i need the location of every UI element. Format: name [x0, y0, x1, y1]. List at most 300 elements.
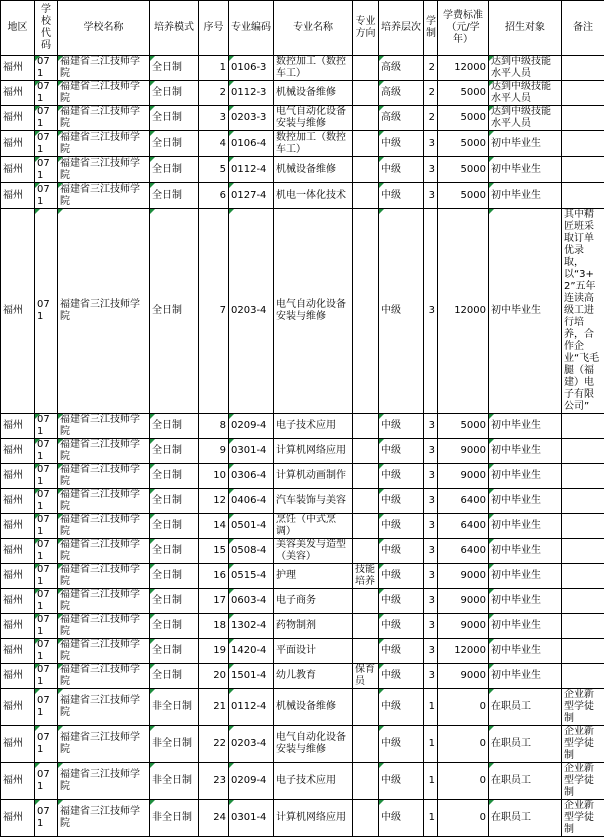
cell-school-code — [35, 539, 58, 564]
level-text: 中级 — [381, 570, 421, 582]
cell-train-mode — [150, 157, 199, 183]
cell-major-name — [274, 131, 353, 157]
major-name-text: 计算机网络应用 — [276, 812, 350, 824]
fee-text: 0 — [440, 775, 486, 787]
cell-region — [1, 439, 35, 464]
years-text: 3 — [426, 445, 435, 457]
cell-years — [424, 157, 438, 183]
cell-target — [489, 414, 562, 439]
table-row — [1, 539, 604, 564]
table-row — [1, 157, 604, 183]
train-mode-text: 非全日制 — [152, 812, 196, 824]
cell-fee — [438, 106, 489, 131]
region-text: 福州 — [3, 445, 32, 457]
train-mode-text: 全日制 — [152, 305, 196, 317]
cell-seq — [199, 689, 229, 726]
major-name-text: 烹饪（中式烹调） — [276, 514, 350, 538]
school-name-text: 福建省三江技师学院 — [60, 695, 147, 719]
cell-major-code — [229, 414, 274, 439]
fee-text: 5000 — [440, 190, 486, 202]
cell-seq — [199, 489, 229, 514]
cell-target — [489, 689, 562, 726]
cell-years — [424, 689, 438, 726]
cell-school-code — [35, 56, 58, 81]
train-mode-text: 全日制 — [152, 545, 196, 557]
cell-major-code — [229, 131, 274, 157]
train-mode-text: 全日制 — [152, 445, 196, 457]
cell-school-code — [35, 564, 58, 589]
cell-seq — [199, 763, 229, 800]
cell-major-code — [229, 439, 274, 464]
school-name-text: 福建省三江技师学院 — [60, 414, 147, 438]
seq-text: 23 — [201, 775, 226, 787]
fee-text: 0 — [440, 812, 486, 824]
train-mode-text: 全日制 — [152, 87, 196, 99]
major-code-text: 0306-4 — [231, 470, 271, 482]
school-name-text: 福建省三江技师学院 — [60, 56, 147, 80]
cell-target — [489, 183, 562, 209]
cell-remark — [562, 614, 604, 639]
level-text: 高级 — [381, 87, 421, 99]
cell-major-code — [229, 589, 274, 614]
cell-school-code — [35, 464, 58, 489]
region-text: 福州 — [3, 112, 32, 124]
cell-years — [424, 464, 438, 489]
cell-remark — [562, 514, 604, 539]
cell-remark — [562, 56, 604, 81]
header-major-name: 专业名称 — [274, 1, 353, 56]
school-code-text: 071 — [37, 184, 55, 208]
cell-fee — [438, 800, 489, 837]
seq-text: 3 — [201, 112, 226, 124]
cell-fee — [438, 639, 489, 664]
major-name-text: 药物制剂 — [276, 620, 350, 632]
level-text: 中级 — [381, 775, 421, 787]
cell-major-code — [229, 763, 274, 800]
seq-text: 8 — [201, 420, 226, 432]
cell-level — [379, 614, 424, 639]
cell-direction — [353, 414, 379, 439]
cell-region — [1, 414, 35, 439]
cell-school-name — [58, 726, 150, 763]
cell-school-code — [35, 689, 58, 726]
region-text: 福州 — [3, 520, 32, 532]
cell-years — [424, 614, 438, 639]
cell-school-code — [35, 209, 58, 414]
cell-school-code — [35, 589, 58, 614]
cell-school-code — [35, 614, 58, 639]
cell-target — [489, 131, 562, 157]
remark-text: 企业新型学徒制 — [564, 800, 602, 836]
header-region: 地区 — [1, 1, 35, 56]
cell-fee — [438, 614, 489, 639]
years-text: 3 — [426, 670, 435, 682]
school-code-text: 071 — [37, 769, 55, 793]
years-text: 3 — [426, 190, 435, 202]
years-text: 2 — [426, 87, 435, 99]
seq-text: 1 — [201, 62, 226, 74]
major-code-text: 1501-4 — [231, 670, 271, 682]
target-text: 初中毕业生 — [491, 520, 559, 532]
cell-fee — [438, 183, 489, 209]
region-text: 福州 — [3, 420, 32, 432]
major-code-text: 0203-4 — [231, 738, 271, 750]
cell-major-code — [229, 56, 274, 81]
school-code-text: 071 — [37, 56, 55, 80]
major-code-text: 0127-4 — [231, 190, 271, 202]
table-row — [1, 614, 604, 639]
cell-fee — [438, 689, 489, 726]
cell-remark — [562, 489, 604, 514]
cell-train-mode — [150, 209, 199, 414]
seq-text: 5 — [201, 164, 226, 176]
cell-school-code — [35, 439, 58, 464]
cell-school-name — [58, 664, 150, 689]
cell-region — [1, 614, 35, 639]
cell-school-code — [35, 183, 58, 209]
cell-target — [489, 589, 562, 614]
years-text: 3 — [426, 305, 435, 317]
cell-remark — [562, 414, 604, 439]
school-code-text: 071 — [37, 614, 55, 638]
cell-direction — [353, 157, 379, 183]
school-name-text: 福建省三江技师学院 — [60, 132, 147, 156]
cell-major-name — [274, 564, 353, 589]
school-name-text: 福建省三江技师学院 — [60, 589, 147, 613]
cell-remark — [562, 131, 604, 157]
fee-text: 9000 — [440, 570, 486, 582]
major-code-text: 1302-4 — [231, 620, 271, 632]
cell-years — [424, 489, 438, 514]
train-mode-text: 全日制 — [152, 138, 196, 150]
cell-major-name — [274, 539, 353, 564]
cell-school-name — [58, 183, 150, 209]
cell-target — [489, 564, 562, 589]
cell-years — [424, 589, 438, 614]
seq-text: 6 — [201, 190, 226, 202]
cell-region — [1, 564, 35, 589]
major-code-text: 0106-3 — [231, 62, 271, 74]
cell-level — [379, 639, 424, 664]
cell-level — [379, 414, 424, 439]
train-mode-text: 全日制 — [152, 470, 196, 482]
cell-fee — [438, 564, 489, 589]
major-name-text: 美容美发与造型（美容） — [276, 539, 350, 563]
cell-major-code — [229, 157, 274, 183]
cell-target — [489, 439, 562, 464]
train-mode-text: 全日制 — [152, 164, 196, 176]
school-code-text: 071 — [37, 106, 55, 130]
seq-text: 17 — [201, 595, 226, 607]
region-text: 福州 — [3, 87, 32, 99]
seq-text: 22 — [201, 738, 226, 750]
header-school-code: 学校代码 — [35, 1, 58, 56]
cell-major-name — [274, 800, 353, 837]
cell-major-name — [274, 439, 353, 464]
cell-fee — [438, 131, 489, 157]
cell-level — [379, 81, 424, 106]
cell-target — [489, 464, 562, 489]
cell-fee — [438, 464, 489, 489]
target-text: 初中毕业生 — [491, 164, 559, 176]
cell-major-name — [274, 414, 353, 439]
school-name-text: 福建省三江技师学院 — [60, 439, 147, 463]
cell-school-name — [58, 614, 150, 639]
cell-target — [489, 800, 562, 837]
fee-text: 9000 — [440, 620, 486, 632]
region-text: 福州 — [3, 305, 32, 317]
cell-seq — [199, 209, 229, 414]
cell-years — [424, 209, 438, 414]
region-text: 福州 — [3, 570, 32, 582]
table-row — [1, 589, 604, 614]
cell-region — [1, 183, 35, 209]
major-code-text: 0515-4 — [231, 570, 271, 582]
target-text: 初中毕业生 — [491, 670, 559, 682]
cell-fee — [438, 589, 489, 614]
cell-target — [489, 664, 562, 689]
cell-level — [379, 489, 424, 514]
years-text: 3 — [426, 495, 435, 507]
target-text: 在职员工 — [491, 775, 559, 787]
cell-major-name — [274, 639, 353, 664]
major-name-text: 机械设备维修 — [276, 164, 350, 176]
major-code-text: 0603-4 — [231, 595, 271, 607]
major-name-text: 幼儿教育 — [276, 670, 350, 682]
header-direction: 专业方向 — [353, 1, 379, 56]
cell-seq — [199, 131, 229, 157]
school-name-text: 福建省三江技师学院 — [60, 732, 147, 756]
level-text: 中级 — [381, 445, 421, 457]
cell-years — [424, 56, 438, 81]
cell-major-code — [229, 183, 274, 209]
cell-train-mode — [150, 131, 199, 157]
train-mode-text: 全日制 — [152, 570, 196, 582]
cell-years — [424, 131, 438, 157]
cell-years — [424, 564, 438, 589]
table-row — [1, 489, 604, 514]
cell-region — [1, 106, 35, 131]
cell-seq — [199, 183, 229, 209]
major-code-text: 0301-4 — [231, 812, 271, 824]
cell-region — [1, 800, 35, 837]
region-text: 福州 — [3, 775, 32, 787]
cell-region — [1, 514, 35, 539]
cell-fee — [438, 726, 489, 763]
fee-text: 5000 — [440, 164, 486, 176]
level-text: 高级 — [381, 112, 421, 124]
fee-text: 0 — [440, 701, 486, 713]
table-row — [1, 106, 604, 131]
cell-remark — [562, 183, 604, 209]
cell-region — [1, 589, 35, 614]
school-code-text: 071 — [37, 299, 55, 323]
header-level: 培养层次 — [379, 1, 424, 56]
cell-train-mode — [150, 56, 199, 81]
level-text: 中级 — [381, 190, 421, 202]
cell-train-mode — [150, 106, 199, 131]
cell-school-name — [58, 131, 150, 157]
cell-remark — [562, 464, 604, 489]
major-code-text: 0301-4 — [231, 445, 271, 457]
region-text: 福州 — [3, 62, 32, 74]
cell-years — [424, 800, 438, 837]
cell-target — [489, 209, 562, 414]
cell-fee — [438, 439, 489, 464]
seq-text: 21 — [201, 701, 226, 713]
cell-school-code — [35, 489, 58, 514]
level-text: 中级 — [381, 470, 421, 482]
target-text: 初中毕业生 — [491, 138, 559, 150]
train-mode-text: 全日制 — [152, 62, 196, 74]
years-text: 1 — [426, 775, 435, 787]
cell-school-name — [58, 414, 150, 439]
cell-remark — [562, 726, 604, 763]
cell-target — [489, 157, 562, 183]
region-text: 福州 — [3, 190, 32, 202]
cell-school-name — [58, 209, 150, 414]
cell-level — [379, 464, 424, 489]
cell-direction — [353, 589, 379, 614]
school-name-text: 福建省三江技师学院 — [60, 184, 147, 208]
remark-text: 其中精匠班采取订单优录取，以“3+2”五年连读高级工进行培养，合作企业“飞毛腿（福建）电子有限公司” — [564, 209, 602, 413]
cell-years — [424, 726, 438, 763]
region-text: 福州 — [3, 595, 32, 607]
cell-direction — [353, 106, 379, 131]
cell-seq — [199, 514, 229, 539]
fee-text: 9000 — [440, 595, 486, 607]
train-mode-text: 全日制 — [152, 420, 196, 432]
target-text: 初中毕业生 — [491, 620, 559, 632]
cell-region — [1, 209, 35, 414]
cell-seq — [199, 106, 229, 131]
cell-train-mode — [150, 439, 199, 464]
cell-level — [379, 106, 424, 131]
level-text: 中级 — [381, 495, 421, 507]
region-text: 福州 — [3, 495, 32, 507]
cell-school-code — [35, 157, 58, 183]
cell-fee — [438, 209, 489, 414]
major-code-text: 0112-4 — [231, 701, 271, 713]
major-name-text: 电子商务 — [276, 595, 350, 607]
train-mode-text: 全日制 — [152, 495, 196, 507]
cell-direction — [353, 464, 379, 489]
cell-target — [489, 726, 562, 763]
cell-major-name — [274, 614, 353, 639]
target-text: 初中毕业生 — [491, 305, 559, 317]
seq-text: 12 — [201, 495, 226, 507]
fee-text: 9000 — [440, 445, 486, 457]
cell-major-code — [229, 614, 274, 639]
fee-text: 5000 — [440, 420, 486, 432]
years-text: 1 — [426, 812, 435, 824]
cell-direction — [353, 539, 379, 564]
table-row — [1, 439, 604, 464]
major-code-text: 0112-3 — [231, 87, 271, 99]
cell-level — [379, 689, 424, 726]
cell-major-code — [229, 514, 274, 539]
region-text: 福州 — [3, 620, 32, 632]
level-text: 中级 — [381, 305, 421, 317]
school-name-text: 福建省三江技师学院 — [60, 614, 147, 638]
cell-level — [379, 209, 424, 414]
cell-school-code — [35, 639, 58, 664]
cell-school-code — [35, 514, 58, 539]
table-row — [1, 414, 604, 439]
seq-text: 4 — [201, 138, 226, 150]
school-code-text: 071 — [37, 414, 55, 438]
cell-major-name — [274, 514, 353, 539]
cell-direction — [353, 439, 379, 464]
region-text: 福州 — [3, 738, 32, 750]
fee-text: 6400 — [440, 495, 486, 507]
seq-text: 15 — [201, 545, 226, 557]
cell-train-mode — [150, 589, 199, 614]
direction-text: 技能培养 — [355, 564, 376, 588]
header-row — [1, 1, 604, 56]
train-mode-text: 非全日制 — [152, 775, 196, 787]
direction-text: 保育员 — [355, 664, 376, 688]
major-name-text: 电子技术应用 — [276, 420, 350, 432]
table-row — [1, 81, 604, 106]
cell-fee — [438, 763, 489, 800]
cell-fee — [438, 539, 489, 564]
cell-seq — [199, 464, 229, 489]
cell-school-code — [35, 763, 58, 800]
major-name-text: 数控加工（数控车工） — [276, 56, 350, 80]
cell-school-name — [58, 464, 150, 489]
cell-direction — [353, 664, 379, 689]
table-row — [1, 726, 604, 763]
target-text: 在职员工 — [491, 812, 559, 824]
region-text: 福州 — [3, 701, 32, 713]
seq-text: 19 — [201, 645, 226, 657]
school-code-text: 071 — [37, 639, 55, 663]
cell-years — [424, 539, 438, 564]
major-code-text: 0209-4 — [231, 775, 271, 787]
cell-region — [1, 664, 35, 689]
cell-train-mode — [150, 726, 199, 763]
major-code-text: 0209-4 — [231, 420, 271, 432]
years-text: 3 — [426, 470, 435, 482]
cell-region — [1, 689, 35, 726]
cell-remark — [562, 639, 604, 664]
cell-level — [379, 514, 424, 539]
table-row — [1, 800, 604, 837]
cell-major-name — [274, 81, 353, 106]
fee-text: 9000 — [440, 470, 486, 482]
cell-train-mode — [150, 614, 199, 639]
cell-direction — [353, 726, 379, 763]
major-name-text: 护理 — [276, 570, 350, 582]
major-name-text: 机械设备维修 — [276, 87, 350, 99]
cell-train-mode — [150, 564, 199, 589]
train-mode-text: 非全日制 — [152, 738, 196, 750]
cell-direction — [353, 514, 379, 539]
train-mode-text: 全日制 — [152, 595, 196, 607]
cell-major-name — [274, 106, 353, 131]
cell-target — [489, 489, 562, 514]
cell-seq — [199, 726, 229, 763]
major-name-text: 数控加工（数控车工） — [276, 132, 350, 156]
seq-text: 14 — [201, 520, 226, 532]
cell-region — [1, 763, 35, 800]
cell-school-code — [35, 106, 58, 131]
region-text: 福州 — [3, 670, 32, 682]
target-text: 初中毕业生 — [491, 420, 559, 432]
cell-fee — [438, 56, 489, 81]
school-name-text: 福建省三江技师学院 — [60, 299, 147, 323]
